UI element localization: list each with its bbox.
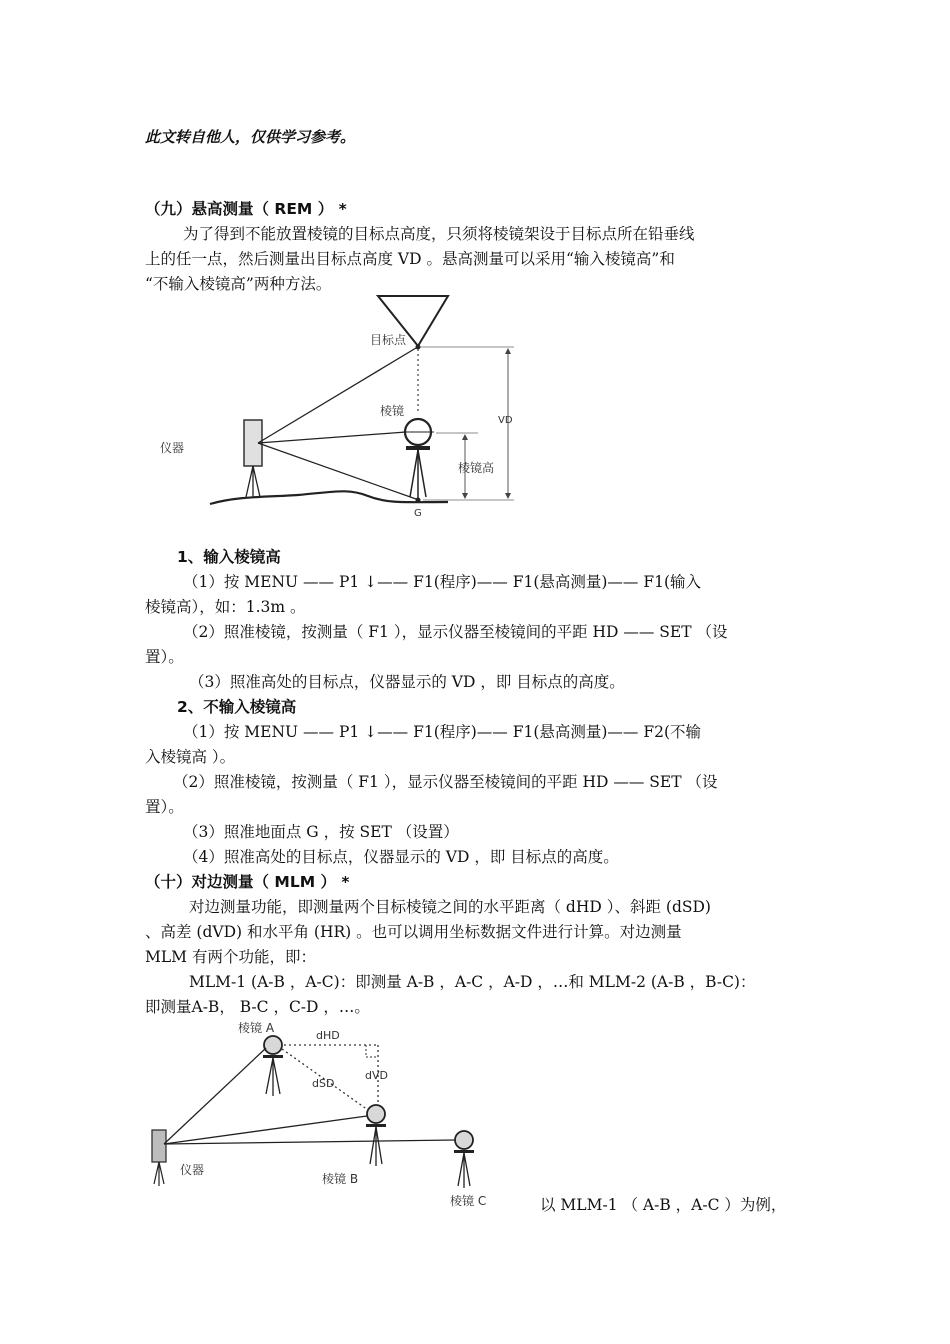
mlm-heading: （十）对边测量（ MLM ） * [145,873,350,891]
rem-intro-line: “不输入棱镜高”两种方法。 [145,275,332,293]
mlm-example-text: 以 MLM-1 （ A-B ，A-C ）为例， [540,1196,787,1214]
right-angle-mark [366,1045,378,1057]
method1-heading: 1、输入棱镜高 [177,548,281,566]
method2-heading: 2、不输入棱镜高 [177,698,297,716]
method2-line: （4）照准高处的目标点，仪器显示的 VD ，即 目标点的高度。 [183,848,619,866]
prism-a [264,1036,282,1054]
sight-a [164,1048,266,1144]
sight-b [164,1116,367,1144]
dsd-label: dSD [312,1077,335,1090]
prism-c-label: 棱镜 C [450,1194,487,1208]
rem-heading: （九）悬高测量（ REM ） * [145,200,347,218]
mlm-intro-line: MLM-1 (A-B ，A-C)：即测量 A-B ，A-C ，A-D ，…和 MLM-2 (A-B ，B-C)： [189,973,756,991]
sight-line-target [258,348,416,443]
target-point [416,345,421,350]
method1-line: （1）按 MENU —— P1 ↓—— F1(程序)—— F1(悬高测量)—— F1(输入 [183,573,702,591]
mlm-instrument-label: 仪器 [180,1163,205,1177]
instrument-label: 仪器 [160,441,185,455]
prism-height-label: 棱镜高 [458,461,495,475]
prism-c [455,1131,473,1149]
mlm-diagram [146,1016,526,1216]
target-label: 目标点 [370,333,407,347]
ph-arrow-bottom [462,493,468,499]
prism-label: 棱镜 [380,404,405,418]
method1-line: 棱镜高），如：1.3m 。 [145,598,306,616]
prism-a-label: 棱镜 A [238,1021,275,1035]
mlm-intro-line: 对边测量功能，即测量两个目标棱镜之间的水平距离（ dHD ）、斜距 (dSD) [189,898,711,916]
method2-line: （2）照准棱镜，按测量（ F1 ），显示仪器至棱镜间的平距 HD —— SET （设 [173,773,718,791]
prism-b-label: 棱镜 B [322,1172,359,1186]
vd-label: VD [498,415,513,426]
dvd-label: dVD [365,1069,388,1082]
vd-arrow-top [505,348,511,354]
method2-line: （1）按 MENU —— P1 ↓—— F1(程序)—— F1(悬高测量)—— F2(不输 [183,723,702,741]
rem-diagram [148,292,528,522]
method1-line: （2）照准棱镜，按测量（ F1 ），显示仪器至棱镜间的平距 HD —— SET （设 [183,623,728,641]
ground-label: G [414,508,422,519]
method1-line: （3）照准高处的目标点，仪器显示的 VD ，即 目标点的高度。 [189,673,625,691]
sight-c [164,1140,455,1144]
vd-arrow-bottom [505,493,511,499]
ph-arrow-top [462,434,468,440]
rem-intro-line: 上的任一点，然后测量出目标点高度 VD 。悬高测量可以采用“输入棱镜高”和 [145,250,675,268]
method1-line: 置）。 [145,648,184,666]
method2-line: 入棱镜高 ）。 [145,748,236,766]
mlm-intro-line: 、高差 (dVD) 和水平角 (HR) 。也可以调用坐标数据文件进行计算。对边测量 [145,923,682,941]
rem-intro-line: 为了得到不能放置棱镜的目标点高度，只须将棱镜架设于目标点所在铅垂线 [183,225,695,243]
notice-text: 此文转自他人，仅供学习参考。 [145,128,356,146]
mlm-instrument [152,1130,166,1162]
sight-line-prism [258,432,406,443]
rem-section [145,197,807,297]
method2-line: 置）。 [145,798,184,816]
mlm-intro-line: MLM 有两个功能，即： [145,948,316,966]
dhd-label: dHD [316,1029,340,1042]
method2-line: （3）照准地面点 G ，按 SET （设置） [183,823,459,841]
rem-methods [145,545,807,1020]
prism-b [367,1105,385,1123]
mlm-intro-line: 即测量A-B， B-C ，C-D ，…。 [145,998,370,1016]
